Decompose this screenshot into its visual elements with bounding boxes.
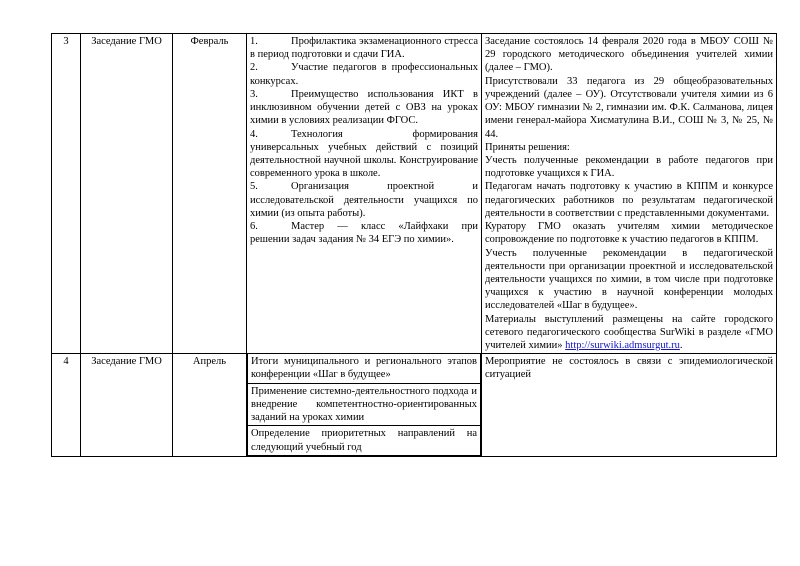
surwiki-link[interactable]: http://surwiki.admsurgut.ru bbox=[565, 340, 680, 352]
event-name-cell bbox=[81, 354, 173, 457]
topics-cell bbox=[247, 34, 482, 354]
list-item: 3. Преимущество использования ИКТ в инклюзивном обучении детей с ОВЗ на уроках химии в условиях реализации ФГОС. bbox=[250, 88, 478, 127]
topic-text: Преимущество использования ИКТ в инклюзивном обучении детей с ОВЗ на уроках химии в условиях реализации ФГОС. bbox=[250, 88, 478, 127]
topic-text: Итоги муниципального и регионального этапов конференции «Шаг в будущее» bbox=[251, 356, 477, 381]
month-cell bbox=[173, 34, 247, 354]
list-item: 1. Профилактика экзаменационного стресса в период подготовки и сдачи ГИА. bbox=[250, 36, 478, 61]
list-item: 6. Мастер — класс «Лайфхаки при решении задач задания № 34 ЕГЭ по химии». bbox=[250, 221, 478, 246]
row-number: 3 bbox=[63, 36, 69, 47]
table-row bbox=[52, 354, 777, 457]
result-paragraph: Куратору ГМО оказать учителям химии методическое сопровождение по подготовке к участию педагогов в КППМ. bbox=[485, 221, 773, 246]
result-paragraph: Учесть полученные рекомендации в педагогической деятельности при организации проектной и исследовательской деятельности учащихся по химии, в том числе при подготовке учащихся к участию в научной конференции молодых исследователей «Шаг в будущее». bbox=[485, 247, 773, 312]
topic-text: Технология формирования универсальных учебных действий с позиций деятельностной научной школы. Конструирование современного урока в школе. bbox=[250, 128, 478, 180]
result-paragraph: Присутствовали 33 педагога из 29 общеобразовательных учреждений (далее – ОУ). Отсутствовали учителя химии из 6 ОУ: МБОУ гимназии № 2, гимназии им. Ф.К. Салманова, лицея имени генерал-майора Хисматулина В.И., СОШ № 3, № 25, № 44. bbox=[485, 75, 773, 140]
topics-subrow-cell bbox=[248, 354, 481, 383]
meeting-schedule-table bbox=[51, 33, 777, 457]
topics-subrow bbox=[248, 426, 481, 455]
row-number: 4 bbox=[63, 356, 69, 368]
topic-text: Организация проектной и исследовательской деятельности учащихся по химии (из опыта работы). bbox=[250, 181, 478, 219]
result-paragraph: Заседание состоялось 14 февраля 2020 года в МБОУ СОШ № 29 городского методического объединения учителей химии (далее – ГМО). bbox=[485, 36, 773, 74]
list-item: 2. Участие педагогов в профессиональных конкурсах. bbox=[250, 62, 478, 87]
list-item: 4. Технология формирования универсальных учебных действий с позиций деятельностной научной школы. Конструирование современного урока в школе. bbox=[250, 128, 478, 180]
topics-cell bbox=[247, 354, 482, 457]
link-paragraph-text-after: . bbox=[679, 340, 683, 352]
result-paragraph: Учесть полученные рекомендации в работе педагогов при подготовке учащихся к ГИА. bbox=[485, 154, 773, 180]
month-cell bbox=[173, 354, 247, 457]
topic-text: Применение системно-деятельностного подхода и внедрение компетентностно-ориентированных заданий на уроках химии bbox=[251, 385, 477, 424]
result-cell bbox=[482, 354, 777, 457]
topic-text: Профилактика экзаменационного стресса в период подготовки и сдачи ГИА. bbox=[250, 36, 478, 61]
topics-subrow bbox=[248, 383, 481, 426]
list-item: 5. Организация проектной и исследовательской деятельности учащихся по химии (из опыта работы). bbox=[250, 181, 478, 219]
event-name-cell bbox=[81, 34, 173, 354]
row-number-cell bbox=[52, 354, 81, 457]
result-cell bbox=[482, 34, 777, 354]
topic-text: Определение приоритетных направлений на следующий учебный год bbox=[251, 428, 477, 453]
topic-text: Участие педагогов в профессиональных конкурсах. bbox=[250, 62, 478, 87]
topics-numbered-list bbox=[250, 35, 478, 247]
row-number-cell bbox=[52, 34, 81, 354]
topic-text: Мастер — класс «Лайфхаки при решении задач задания № 34 ЕГЭ по химии». bbox=[250, 221, 478, 246]
event-name: Заседание ГМО bbox=[91, 356, 162, 368]
month-name: Февраль bbox=[190, 36, 229, 47]
topics-subrow-cell bbox=[248, 426, 481, 455]
result-paragraph-with-link bbox=[485, 313, 773, 353]
topics-subrow bbox=[248, 354, 481, 383]
link-paragraph-text-before: Материалы выступлений размещены на сайте городского сетевого педагогического сообщества SurWiki в разделе «ГМО учителей химии» bbox=[485, 313, 773, 352]
topics-subrow-table bbox=[247, 354, 481, 456]
month-name: Апрель bbox=[192, 356, 227, 368]
topics-subrow-cell bbox=[248, 383, 481, 426]
table-row bbox=[52, 34, 777, 354]
result-paragraph: Приняты решения: bbox=[485, 141, 570, 153]
event-name: Заседание ГМО bbox=[91, 36, 162, 47]
result-paragraph: Педагогам начать подготовку к участию в КППМ и конкурсе педагогических работников по результатам педагогической деятельности в соответствии с представленными документами. bbox=[485, 181, 773, 219]
result-paragraph: Мероприятие не состоялось в связи с эпидемиологической ситуацией bbox=[485, 356, 773, 381]
